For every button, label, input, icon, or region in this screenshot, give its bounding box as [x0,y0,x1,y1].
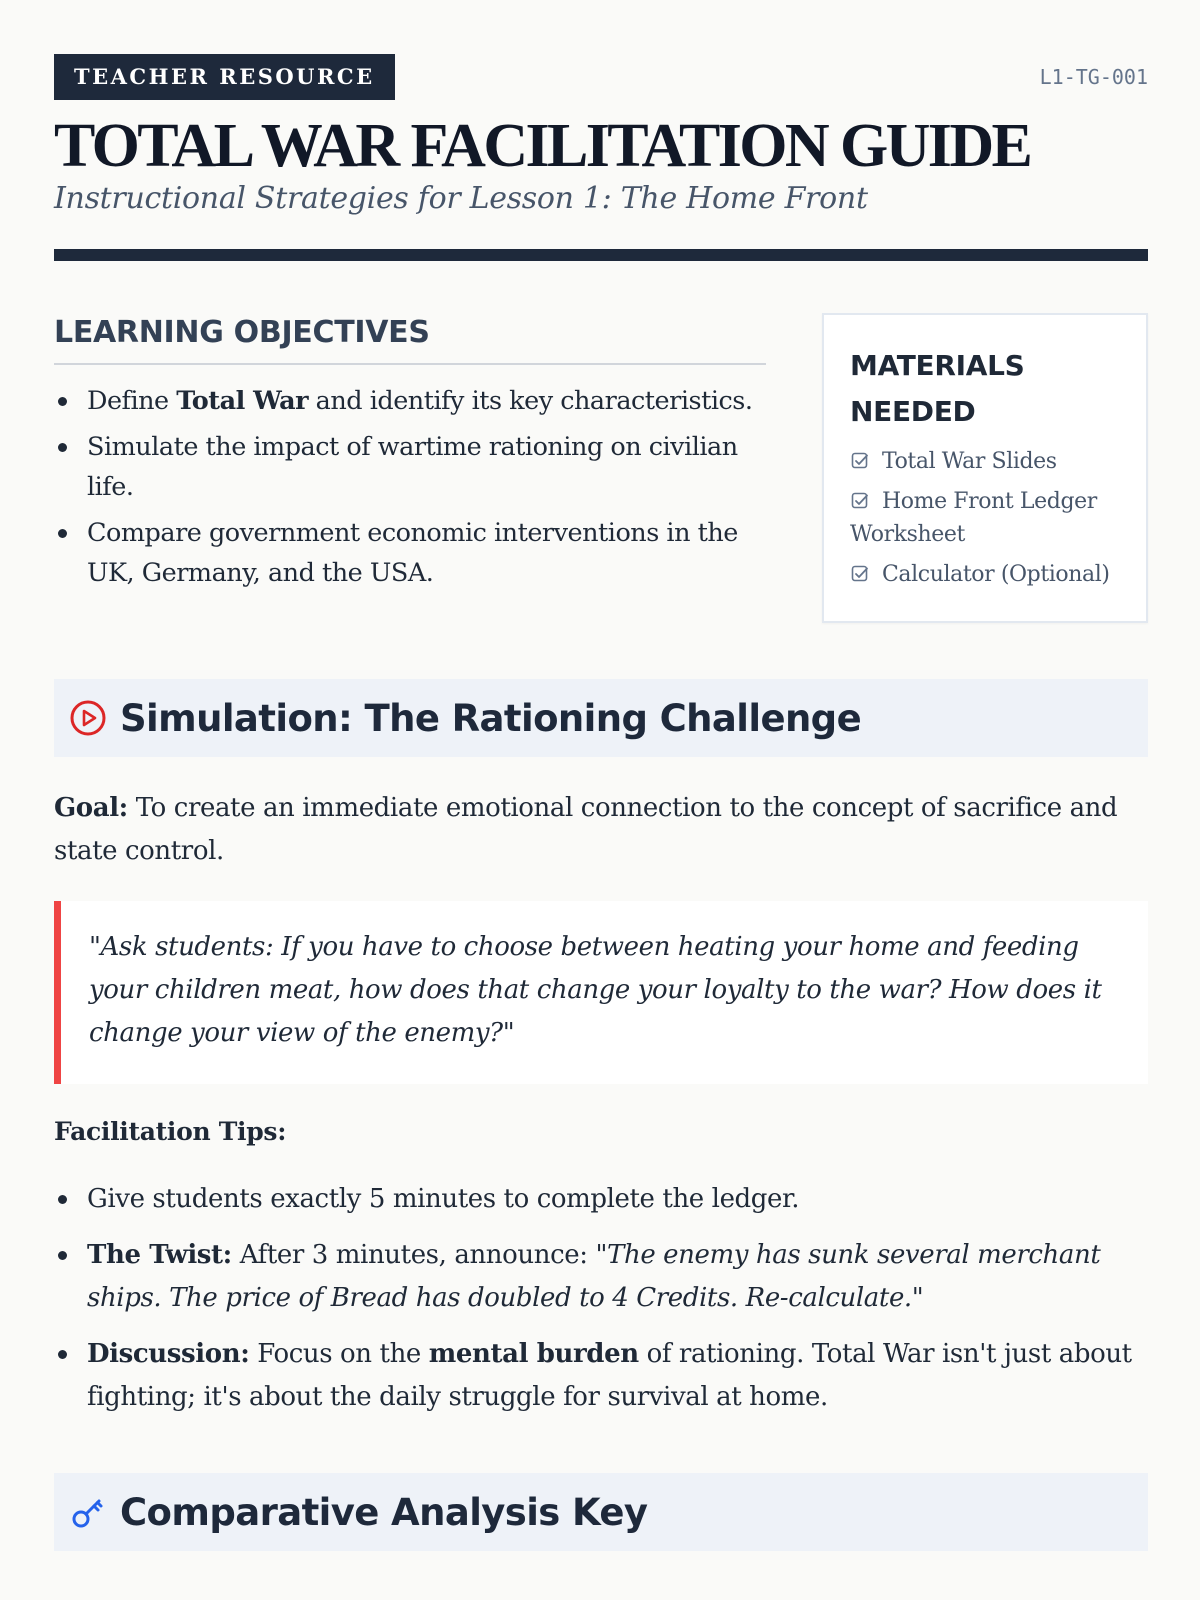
list-item: Simulate the impact of wartime rationing on civilian life. [54,427,766,507]
objective-text: Define [87,386,177,416]
list-item: The Twist: After 3 minutes, announce: "The enemy has sunk several merchant ships. The price of Bread has doubled to 4 Credits. Re-calculate." [54,1234,1148,1320]
checkbox-icon [850,491,870,511]
teacher-resource-badge: TEACHER RESOURCE [54,54,395,100]
material-item: Total War Slides [850,445,1120,478]
facilitation-guide-page [54,54,1148,1551]
objectives-list [54,381,766,593]
objectives-heading: LEARNING OBJECTIVES [54,313,766,365]
simulation-section-header [54,679,1148,757]
page-subtitle: Instructional Strategies for Lesson 1: The Home Front [54,181,868,216]
list-item: Discussion: Focus on the mental burden of rationing. Total War isn't just about fighting; it's about the daily struggle for survival at home. [54,1333,1148,1419]
checkbox-icon [850,451,870,471]
material-item: Calculator (Optional) [850,558,1120,591]
page-title: TOTAL WAR FACILITATION GUIDE [54,112,1031,180]
key-icon [68,1492,108,1532]
facilitation-tips-list [54,1178,1148,1419]
comparative-heading: Comparative Analysis Key [120,1490,648,1534]
header-top [54,54,1148,100]
materials-heading: MATERIALS NEEDED [850,349,1025,428]
list-item: Compare government economic interventions in the UK, Germany, and the USA. [54,513,766,593]
comparative-section-header [54,1473,1148,1551]
learning-objectives [54,313,766,623]
objective-text: and identify its key characteristics. [308,386,753,416]
list-item: Give students exactly 5 minutes to complete the ledger. [54,1178,1148,1221]
discussion-prompt-quote: "Ask students: If you have to choose between heating your home and feeding your children meat, how does that change your loyalty to the war? How does it change your view of the enemy?" [54,901,1148,1084]
checkbox-icon [850,564,870,584]
materials-needed-box [822,313,1148,623]
simulation-heading: Simulation: The Rationing Challenge [120,696,862,740]
facilitation-tips-heading: Facilitation Tips: [54,1117,287,1146]
objective-key-term: Total War [176,386,309,416]
list-item [54,381,766,421]
title-divider [54,249,1148,261]
play-circle-icon [68,698,108,738]
document-code: L1-TG-001 [1039,65,1148,89]
material-item: Home Front Ledger Worksheet [850,489,1097,547]
simulation-goal: Goal: To create an immediate emotional connection to the concept of sacrifice and state control. [54,793,1118,866]
overview-row [54,313,1148,623]
